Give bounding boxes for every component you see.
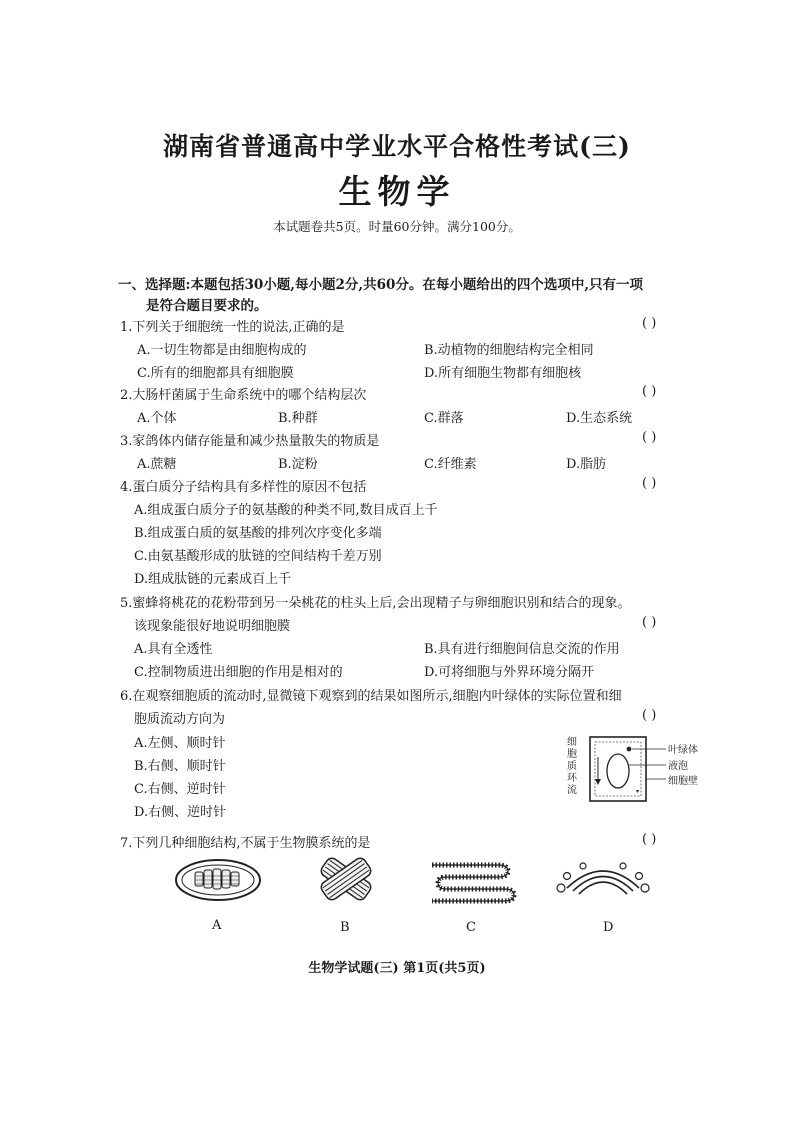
q6-figure bbox=[562, 735, 722, 805]
q1-stem: 1.下列关于细胞统一性的说法,正确的是 bbox=[120, 320, 345, 335]
flow-arrow-head-small bbox=[636, 790, 639, 793]
q6-option-c: C.右侧、逆时针 bbox=[134, 782, 226, 797]
q3-option-b: B.淀粉 bbox=[278, 457, 318, 472]
exam-info: 本试题卷共5页。时量60分钟。满分100分。 bbox=[273, 219, 521, 234]
q4-stem: 4.蛋白质分子结构具有多样性的原因不包括 bbox=[120, 480, 367, 495]
label-chloroplast: 叶绿体 bbox=[668, 745, 698, 756]
q5-option-c: C.控制物质进出细胞的作用是相对的 bbox=[134, 665, 343, 680]
q6-side-label: 细 胞 质 环 流 bbox=[567, 737, 577, 796]
q7-caption-b: B bbox=[340, 920, 350, 935]
section-heading: 一、选择题:本题包括30小题,每小题2分,共60分。在每小题给出的四个选项中,只有一项 bbox=[118, 277, 644, 293]
q3-option-d: D.脂肪 bbox=[566, 457, 607, 472]
q3-option-a: A.蔗糖 bbox=[137, 457, 177, 472]
q3-stem: 3.家鸽体内储存能量和减少热量散失的物质是 bbox=[120, 434, 380, 449]
q5-stem-cont: 该现象能很好地说明细胞膜 bbox=[134, 619, 291, 634]
q4-option-d: D.组成肽链的元素成百上千 bbox=[134, 572, 292, 587]
q2-option-c: C.群落 bbox=[424, 411, 464, 426]
label-vacuole: 液泡 bbox=[668, 761, 688, 772]
q4-option-a: A.组成蛋白质分子的氨基酸的种类不同,数目成百上千 bbox=[134, 503, 438, 518]
q7-image-b-centriole bbox=[306, 852, 386, 907]
q1-option-a: A.一切生物都是由细胞构成的 bbox=[137, 343, 307, 358]
q7-image-a-chloroplast bbox=[173, 855, 263, 905]
q2-answer-bracket: ( ) bbox=[642, 384, 657, 399]
q6-answer-bracket: ( ) bbox=[642, 708, 657, 723]
q3-option-c: C.纤维素 bbox=[424, 457, 477, 472]
q7-caption-d: D bbox=[603, 920, 614, 935]
q1-option-c: C.所有的细胞都具有细胞膜 bbox=[137, 366, 294, 381]
page-footer: 生物学试题(三) 第1页(共5页) bbox=[308, 961, 486, 976]
q6-option-d: D.右侧、逆时针 bbox=[134, 805, 227, 820]
q7-answer-bracket: ( ) bbox=[642, 832, 657, 847]
q3-answer-bracket: ( ) bbox=[642, 430, 657, 445]
q1-answer-bracket: ( ) bbox=[642, 316, 657, 331]
q2-option-a: A.个体 bbox=[137, 411, 177, 426]
q4-answer-bracket: ( ) bbox=[642, 476, 657, 491]
q7-image-c-er bbox=[428, 855, 518, 905]
q5-option-a: A.具有全透性 bbox=[134, 642, 213, 657]
q4-option-c: C.由氨基酸形成的肽链的空间结构千差万别 bbox=[134, 549, 382, 564]
q6-option-b: B.右侧、顺时针 bbox=[134, 759, 226, 774]
chloroplast-dot bbox=[627, 747, 632, 752]
q5-answer-bracket: ( ) bbox=[642, 615, 657, 630]
q4-option-b: B.组成蛋白质的氨基酸的排列次序变化多端 bbox=[134, 526, 382, 541]
section-heading-cont: 是符合题目要求的。 bbox=[146, 298, 268, 314]
q7-caption-c: C bbox=[466, 920, 476, 935]
flow-arrow-head bbox=[595, 779, 601, 785]
subject-title: 生物学 bbox=[338, 172, 456, 211]
q7-image-d-golgi bbox=[553, 858, 653, 903]
q7-stem: 7.下列几种细胞结构,不属于生物膜系统的是 bbox=[120, 836, 371, 851]
q5-stem: 5.蜜蜂将桃花的花粉带到另一朵桃花的柱头上后,会出现精子与卵细胞识别和结合的现象。 bbox=[120, 596, 631, 611]
q2-option-b: B.种群 bbox=[278, 411, 318, 426]
q1-option-b: B.动植物的细胞结构完全相同 bbox=[424, 343, 594, 358]
vacuole-shape bbox=[607, 754, 629, 788]
q2-option-d: D.生态系统 bbox=[566, 411, 633, 426]
q6-stem: 6.在观察细胞质的流动时,显微镜下观察到的结果如图所示,细胞内叶绿体的实际位置和细 bbox=[120, 689, 622, 704]
q6-stem-cont: 胞质流动方向为 bbox=[134, 712, 226, 727]
q7-caption-a: A bbox=[212, 918, 222, 933]
q5-option-b: B.具有进行细胞间信息交流的作用 bbox=[424, 642, 620, 657]
label-cell-wall: 细胞壁 bbox=[668, 776, 698, 787]
q6-option-a: A.左侧、顺时针 bbox=[134, 736, 226, 751]
q5-option-d: D.可将细胞与外界环境分隔开 bbox=[424, 665, 595, 680]
exam-title: 湖南省普通高中学业水平合格性考试(三) bbox=[163, 132, 631, 161]
q2-stem: 2.大肠杆菌属于生命系统中的哪个结构层次 bbox=[120, 388, 367, 403]
q1-option-d: D.所有细胞生物都有细胞核 bbox=[424, 366, 582, 381]
